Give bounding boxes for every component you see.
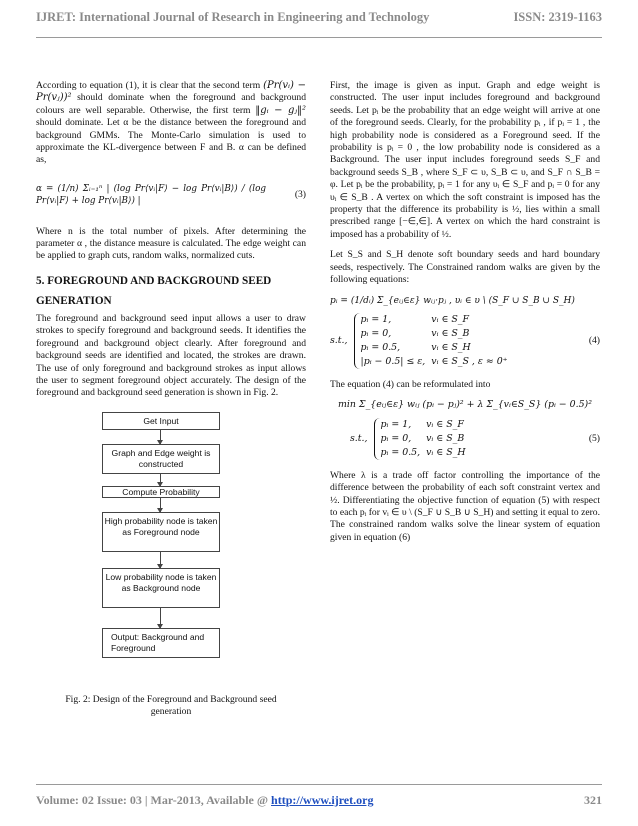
- footer-volume: Volume: 02 Issue: 03 | Mar-2013, Available @: [36, 793, 272, 807]
- flow-arrow: [160, 608, 161, 628]
- left-column: [36, 80, 306, 718]
- journal-title: IJRET: International Journal of Research in Engineering and Technology: [36, 10, 430, 24]
- flow-box-get-input: Get Input: [102, 412, 220, 430]
- flowchart: [36, 408, 306, 718]
- page-header: [36, 10, 602, 32]
- journal-link[interactable]: http://www.ijret.org: [271, 793, 374, 807]
- flow-arrow: [160, 430, 161, 444]
- footer-rule: [36, 784, 602, 785]
- equation-number: (5): [588, 432, 600, 444]
- paragraph: The foreground and background seed input allows a user to draw strokes to specify foreground and background seeds. It identifies the foreground and background object clearly. After foreground and background seeds are identified and located, the strokes are drawn. The use of only foreground and background strokes as input allows the user to segment foreground object accurately. The design of the foreground and background seed generation is shown in Fig. 2.: [36, 312, 306, 399]
- paragraph: According to equation (1), it is clear that the second term (Pr(vᵢ) − Pr(vⱼ))² should dominate when the foreground and background colours are well separable. Otherwise, the first term ‖gᵢ − gⱼ‖² should dominate. Let α be the distance between the foreground and background GMMs. The Monte-Carlo simulation is used to approximate the KL-divergence between F and B. α can be defined as,: [36, 80, 307, 166]
- paragraph: The equation (4) can be reformulated into: [330, 378, 491, 390]
- issn: ISSN: 2319-1163: [513, 10, 602, 24]
- flow-box-foreground: High probability node is taken as Foreground node: [102, 512, 220, 552]
- flow-arrow: [160, 474, 161, 486]
- flow-box-background: Low probability node is taken as Background node: [102, 568, 220, 608]
- paragraph: Where n is the total number of pixels. After determining the parameter α , the distance measure is calculated. The edge weight can be applied to graph cuts, random walks, normalized cuts.: [36, 225, 306, 262]
- section-heading: 5. FOREGROUND AND BACKGROUND SEED GENERATION: [36, 274, 272, 307]
- page-footer: [36, 793, 602, 808]
- figure-caption: Fig. 2: Design of the Foreground and Background seed generation: [65, 693, 277, 717]
- paragraph: Where λ is a trade off factor controlling the importance of the difference between the probability of each soft constraint vertex and ½. Differentiating the objective function of equation (5) with respect to each pᵢ for vᵢ ∈ υ \ (S_F ∪ S_B ∪ S_H) and setting it equal to zero. The constrained random walks solve the linear system of equation given in equation (6): [330, 469, 600, 543]
- flow-arrow: [160, 498, 161, 512]
- equation-term: (Pr(vᵢ) − Pr(vⱼ))²: [36, 80, 306, 104]
- equation-number: (3): [294, 189, 306, 201]
- equation-4: pᵢ = (1/dᵢ) Σ_{eᵢⱼ∈ε} wᵢⱼ·pⱼ , υᵢ ∈ υ \ (S_F ∪ S_B ∪ S_H) s.t., pᵢ = 1, vᵢ ∈ S_F pᵢ = 0, vᵢ ∈ S_B pᵢ = 0.5, vᵢ ∈ S_H |pᵢ − 0.5| ≤ ε, vᵢ ∈ S_S , ε ≈ 0⁺ (4): [330, 295, 600, 367]
- flow-box-probability: Compute Probability: [102, 486, 220, 498]
- page-number: 321: [584, 793, 602, 807]
- equation-5-cases: pᵢ = 1, vᵢ ∈ S_F pᵢ = 0, vᵢ ∈ S_B pᵢ = 0.5, vᵢ ∈ S_H: [374, 418, 472, 460]
- paragraph: Let S_S and S_H denote soft boundary seeds and hard boundary seeds, respectively. The Constrained random walks are given by the following equations:: [330, 249, 600, 286]
- equation-term: ‖gᵢ − gⱼ‖²: [255, 104, 307, 116]
- right-column: [330, 80, 600, 552]
- paragraph: First, the image is given as input. Graph and edge weight is constructed. The user input includes foreground and background seeds. Let pᵢ be the probability that an edge weight will arrive at one of the foreground seeds. Clearly, for the probability pᵢ , if pᵢ = 1 , the high probability node is considered as a Foreground seed. If the probability is pᵢ = 0 , the low probability node is considered as a Background. The user input includes foreground seeds S_F and background seeds S_B , where S_F ⊂ υ, S_B ⊂ υ, and S_F ∩ S_B = φ. Let pᵢ be the probability, pᵢ = 1 for any υᵢ ∈ S_F and pᵢ = 0 for any υᵢ ∈ S_B . A vertex on which the soft constraint is imposed has the property that the difference its probability is ½, lies within a small prescribed range [−∈,∈]. A vertex on which the hard constraint is imposed has a probability of ½.: [330, 80, 600, 240]
- equation-3: α = (1/n) Σᵢ₌₁ⁿ | (log Pr⟨vᵢ|F⟩ − log Pr⟨vᵢ|B⟩) / (log Pr⟨vᵢ|F⟩ + log Pr⟨vᵢ|B⟩) | (3): [36, 183, 306, 207]
- flow-arrow: [160, 552, 161, 568]
- flow-box-output: Output: Background and Foreground: [102, 628, 220, 658]
- equation-4-cases: pᵢ = 1, vᵢ ∈ S_F pᵢ = 0, vᵢ ∈ S_B pᵢ = 0.5, vᵢ ∈ S_H |pᵢ − 0.5| ≤ ε, vᵢ ∈ S_S , ε ≈ 0⁺: [354, 313, 514, 369]
- flow-box-graph: Graph and Edge weight is constructed: [102, 444, 220, 474]
- header-rule: [36, 37, 602, 38]
- equation-number: (4): [588, 334, 600, 346]
- equation-5: min Σ_{eᵢⱼ∈ε} wᵢⱼ (pᵢ − pⱼ)² + λ Σ_{vᵢ∈S_S} (pᵢ − 0.5)² s.t., pᵢ = 1, vᵢ ∈ S_F pᵢ = 0, vᵢ ∈ S_B pᵢ = 0.5, vᵢ ∈ S_H (5): [338, 399, 600, 458]
